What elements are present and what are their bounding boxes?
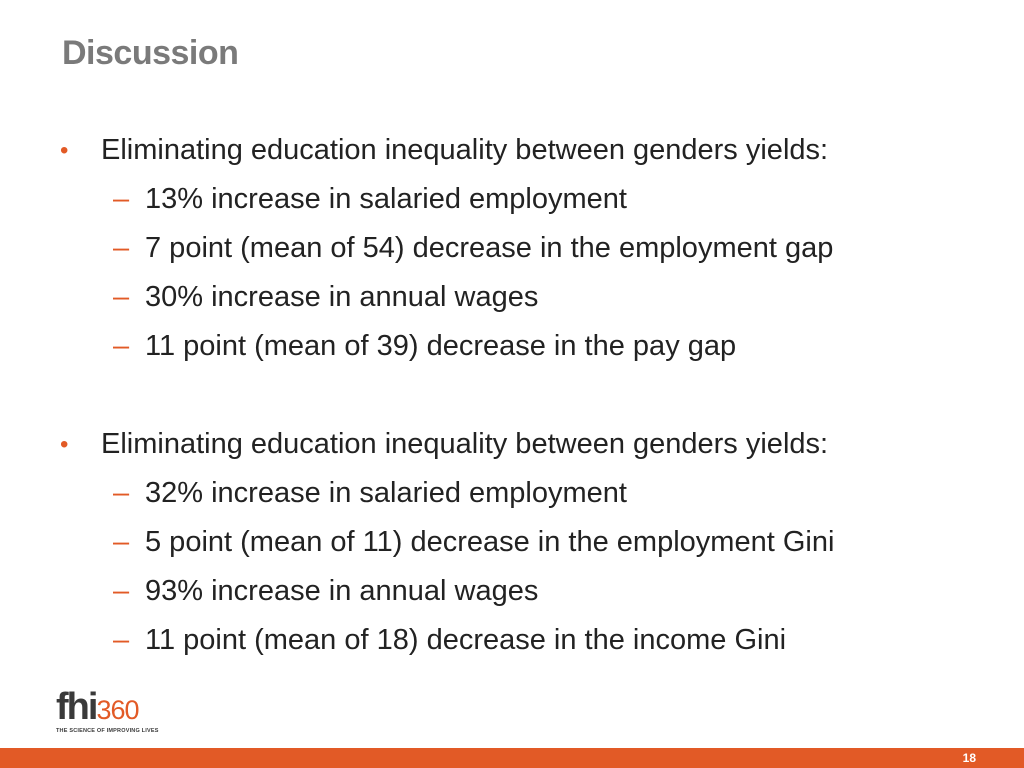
main-bullet-text: Eliminating education inequality between genders yields:: [101, 428, 829, 460]
sub-bullet: [58, 616, 978, 665]
page-number: 18: [962, 751, 976, 765]
sub-bullet: [58, 518, 978, 567]
sub-bullet: [58, 322, 978, 371]
bullet-group-2: [58, 420, 978, 665]
logo-tagline: THE SCIENCE OF IMPROVING LIVES: [56, 728, 159, 734]
dash-icon: –: [113, 575, 130, 607]
logo-letters: fhi: [56, 686, 97, 728]
sub-bullet-text: 7 point (mean of 54) decrease in the employment gap: [145, 232, 834, 264]
dash-icon: –: [113, 183, 130, 215]
main-bullet-text: Eliminating education inequality between genders yields:: [101, 134, 829, 166]
sub-bullet-list: [58, 175, 978, 371]
dash-icon: –: [113, 526, 130, 558]
sub-bullet-text: 5 point (mean of 11) decrease in the employment Gini: [145, 526, 835, 558]
dash-icon: –: [113, 624, 130, 656]
dash-icon: –: [113, 477, 130, 509]
logo-number: 360: [96, 695, 139, 725]
bullet-group-1: [58, 126, 978, 371]
main-bullet: [58, 420, 978, 469]
bullet-dot-icon: •: [60, 137, 69, 164]
slide-title: Discussion: [62, 34, 239, 72]
slide-content: [58, 126, 978, 665]
fhi360-logo: [56, 688, 176, 738]
logo-mark: [56, 688, 176, 726]
sub-bullet-list: [58, 469, 978, 665]
bullet-dot-icon: •: [60, 431, 69, 458]
sub-bullet-text: 11 point (mean of 18) decrease in the income Gini: [145, 624, 787, 656]
sub-bullet-text: 32% increase in salaried employment: [145, 477, 627, 509]
sub-bullet: [58, 224, 978, 273]
sub-bullet-text: 13% increase in salaried employment: [145, 183, 627, 215]
sub-bullet-text: 93% increase in annual wages: [145, 575, 539, 607]
sub-bullet: [58, 469, 978, 518]
dash-icon: –: [113, 281, 130, 313]
dash-icon: –: [113, 330, 130, 362]
sub-bullet-text: 11 point (mean of 39) decrease in the pay gap: [145, 330, 737, 362]
sub-bullet: [58, 175, 978, 224]
sub-bullet: [58, 567, 978, 616]
sub-bullet: [58, 273, 978, 322]
footer-bar: [0, 748, 1024, 768]
dash-icon: –: [113, 232, 130, 264]
sub-bullet-text: 30% increase in annual wages: [145, 281, 539, 313]
main-bullet: [58, 126, 978, 175]
